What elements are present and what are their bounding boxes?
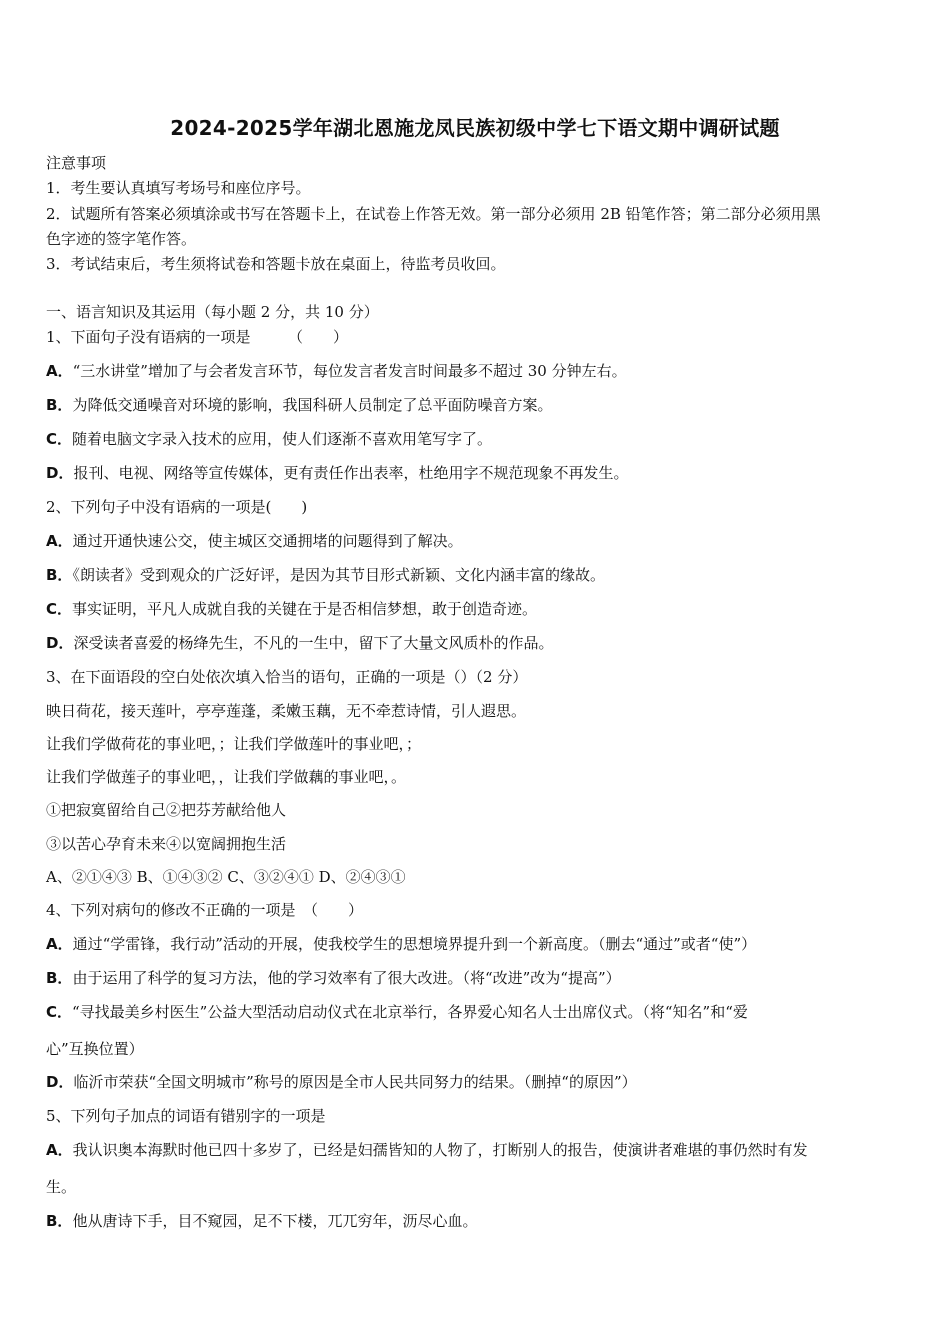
option-text: 通过开通快速公交，使主城区交通拥堵的问题得到了解决。 <box>72 532 463 550</box>
option-continuation <box>46 1039 910 1059</box>
notice-item: 3．考试结束后，考生须将试卷和答题卡放在桌面上，待监考员收回。 <box>46 255 506 273</box>
notice-item: 1．考生要认真填写考场号和座位序号。 <box>46 179 311 197</box>
option-row <box>46 361 910 381</box>
option-row <box>46 599 910 619</box>
question-stem: 2、下列句子中没有语病的一项是( ) <box>46 498 308 516</box>
option-letter: A． <box>46 1141 73 1159</box>
option-letter: B． <box>46 566 73 584</box>
option-row <box>46 968 910 988</box>
option-text: 《朗读者》受到观众的广泛好评，是因为其节目形式新颖、文化内涵丰富的缘故。 <box>72 566 605 584</box>
option-text: 深受读者喜爱的杨绛先生，不凡的一生中，留下了大量文风质朴的作品。 <box>73 634 554 652</box>
option-row <box>46 633 910 653</box>
notice-item: 2．试题所有答案必须填涂或书写在答题卡上，在试卷上作答无效。第一部分必须用 2B 铅笔作答；第二部分必须用黑 <box>46 205 821 223</box>
option-letter: A． <box>46 532 73 550</box>
option-row <box>46 395 910 415</box>
option-row <box>46 565 910 585</box>
option-row <box>46 429 910 449</box>
option-row <box>46 1211 910 1231</box>
option-letter: C． <box>46 430 73 448</box>
passage-line: ①把寂寞留给自己②把芬芳献给他人 <box>46 801 287 819</box>
option-text: 生。 <box>46 1178 77 1196</box>
section-heading: 一、语言知识及其运用（每小题 2 分，共 10 分） <box>46 303 379 321</box>
option-letter: A． <box>46 362 73 380</box>
option-letter: B． <box>46 969 73 987</box>
option-letter: D． <box>46 1073 74 1091</box>
option-text: 我认识奥本海默时他已四十多岁了，已经是妇孺皆知的人物了，打断别人的报告，使演讲者难堪的事仍然时有发 <box>72 1141 808 1159</box>
question-stem: 3、在下面语段的空白处依次填入恰当的语句，正确的一项是（）（2 分） <box>46 668 528 686</box>
option-text: 临沂市荣获“全国文明城市”称号的原因是全市人民共同努力的结果。（删掉“的原因”） <box>73 1073 637 1091</box>
option-text: 他从唐诗下手，目不窥园，足不下楼，兀兀穷年，沥尽心血。 <box>72 1212 478 1230</box>
notice-item: 色字迹的签字笔作答。 <box>46 230 197 248</box>
option-text: 报刊、电视、网络等宣传媒体，更有责任作出表率，杜绝用字不规范现象不再发生。 <box>73 464 629 482</box>
passage-line: ③以苦心孕育未来④以宽阔拥抱生活 <box>46 835 287 853</box>
option-text: 由于运用了科学的复习方法，他的学习效率有了很大改进。（将“改进”改为“提高”） <box>72 969 621 987</box>
option-text: “寻找最美乡村医生”公益大型活动启动仪式在北京举行，各界爱心知名人士出席仪式。（将“知名”和“爱 <box>72 1003 748 1021</box>
answer-choices: A、②①④③ B、①④③② C、③②④① D、②④③① <box>46 868 406 886</box>
option-row <box>46 1002 910 1022</box>
page-title: 2024-2025学年湖北恩施龙凤民族初级中学七下语文期中调研试题 <box>170 116 780 140</box>
option-letter: A． <box>46 935 73 953</box>
option-continuation <box>46 1177 910 1197</box>
option-letter: C． <box>46 600 73 618</box>
passage-line: 映日荷花，接天莲叶，亭亭莲蓬，柔嫩玉藕，无不牵惹诗情，引人遐思。 <box>46 702 527 720</box>
option-text: 随着电脑文字录入技术的应用，使人们逐渐不喜欢用笔写字了。 <box>72 430 493 448</box>
option-text: 事实证明，平凡人成就自我的关键在于是否相信梦想，敢于创造奇迹。 <box>72 600 538 618</box>
notice-heading: 注意事项 <box>46 154 107 172</box>
passage-line: 让我们学做荷花的事业吧，；让我们学做莲叶的事业吧，； <box>46 735 422 753</box>
option-letter: D． <box>46 634 74 652</box>
option-row <box>46 463 910 483</box>
option-letter: C． <box>46 1003 73 1021</box>
option-text: 为降低交通噪音对环境的影响，我国科研人员制定了总平面防噪音方案。 <box>72 396 553 414</box>
question-stem: 5、下列句子加点的词语有错别字的一项是 <box>46 1107 326 1125</box>
option-text: “三水讲堂”增加了与会者发言环节，每位发言者发言时间最多不超过 30 分钟左右。 <box>72 362 627 380</box>
question-stem: 4、下列对病句的修改不正确的一项是 （ ） <box>46 901 364 919</box>
question-stem: 1、下面句子没有语病的一项是 （ ） <box>46 328 349 346</box>
option-row <box>46 934 910 954</box>
passage-line: 让我们学做莲子的事业吧，，让我们学做藕的事业吧，。 <box>46 768 407 786</box>
option-row <box>46 1140 910 1160</box>
option-letter: B． <box>46 396 73 414</box>
option-letter: B． <box>46 1212 73 1230</box>
option-letter: D． <box>46 464 74 482</box>
option-row <box>46 1072 910 1092</box>
option-text: 心”互换位置） <box>46 1040 144 1058</box>
option-row <box>46 531 910 551</box>
option-text: 通过“学雷锋，我行动”活动的开展，使我校学生的思想境界提升到一个新高度。（删去“通过”或者“使”） <box>72 935 757 953</box>
